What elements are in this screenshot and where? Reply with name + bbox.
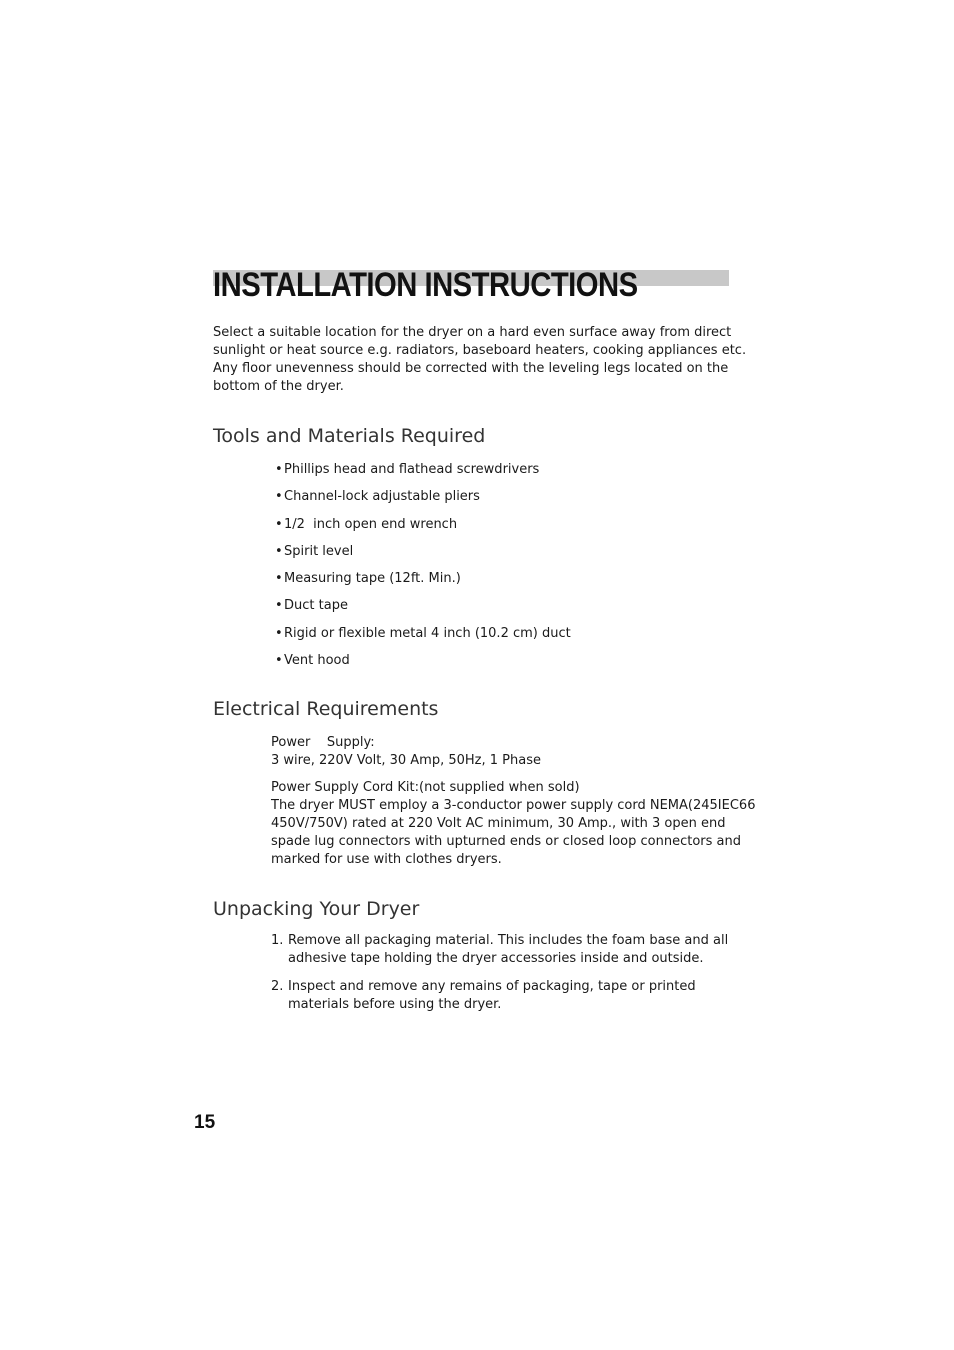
bullet-icon: • xyxy=(275,543,283,559)
power-supply-label: Power Supply: xyxy=(271,735,375,750)
list-item xyxy=(275,515,571,542)
tools-list xyxy=(275,460,571,678)
tool-label: Phillips head and flathead screwdrivers xyxy=(284,462,540,477)
list-item xyxy=(275,542,571,569)
tool-label: Duct tape xyxy=(284,598,348,614)
tools-heading: Tools and Materials Required xyxy=(213,425,486,447)
unpacking-heading: Unpacking Your Dryer xyxy=(213,898,420,920)
bullet-icon: • xyxy=(275,489,283,505)
intro-paragraph: Select a suitable location for the dryer on a hard even surface away from direct sunlight or heat source e.g. radiators, baseboard heaters, cooking appliances etc. Any floor unevenness should be corrected with the leveling legs located on the bottom of the dryer. xyxy=(213,325,747,394)
list-item xyxy=(275,651,571,678)
bullet-icon: • xyxy=(275,625,283,641)
bullet-icon: • xyxy=(275,653,283,669)
list-item xyxy=(275,624,571,651)
tool-label: Measuring tape (12ft. Min.) xyxy=(284,571,461,587)
list-item xyxy=(275,487,571,514)
electrical-heading: Electrical Requirements xyxy=(213,698,439,720)
list-item xyxy=(275,596,571,623)
bullet-icon: • xyxy=(275,571,283,587)
step-number: 2. xyxy=(271,979,284,994)
cord-kit-text: The dryer MUST employ a 3-conductor power supply cord NEMA(245IEC66 450V/750V) rated at 220 Volt AC minimum, 30 Amp., with 3 open end spade lug connectors with upturned ends or closed loop connectors and marked for use with clothes dryers. xyxy=(271,798,756,867)
list-item xyxy=(275,569,571,596)
bullet-icon: • xyxy=(275,598,283,614)
power-supply-value: 3 wire, 220V Volt, 30 Amp, 50Hz, 1 Phase xyxy=(271,753,541,768)
list-item xyxy=(271,932,741,968)
bullet-icon: • xyxy=(275,462,283,477)
tool-label: Channel-lock adjustable pliers xyxy=(284,489,480,505)
tool-label: Vent hood xyxy=(284,653,350,669)
step-text: Remove all packaging material. This includes the foam base and all adhesive tape holding the dryer accessories inside and outside. xyxy=(288,933,729,966)
cord-kit-label: Power Supply Cord Kit:(not supplied when sold) xyxy=(271,780,580,795)
page-number: 15 xyxy=(194,1112,216,1133)
list-item xyxy=(275,460,571,487)
tool-label: 1/2 inch open end wrench xyxy=(284,516,458,532)
tool-label: Rigid or flexible metal 4 inch (10.2 cm) duct xyxy=(284,625,571,641)
tool-label: Spirit level xyxy=(284,543,354,559)
list-item xyxy=(271,978,741,1014)
step-text: Inspect and remove any remains of packaging, tape or printed materials before using the dryer. xyxy=(288,979,696,1012)
bullet-icon: • xyxy=(275,516,283,532)
unpacking-steps xyxy=(271,932,741,1024)
page-title: INSTALLATION INSTRUCTIONS xyxy=(213,266,638,304)
step-number: 1. xyxy=(271,933,284,948)
